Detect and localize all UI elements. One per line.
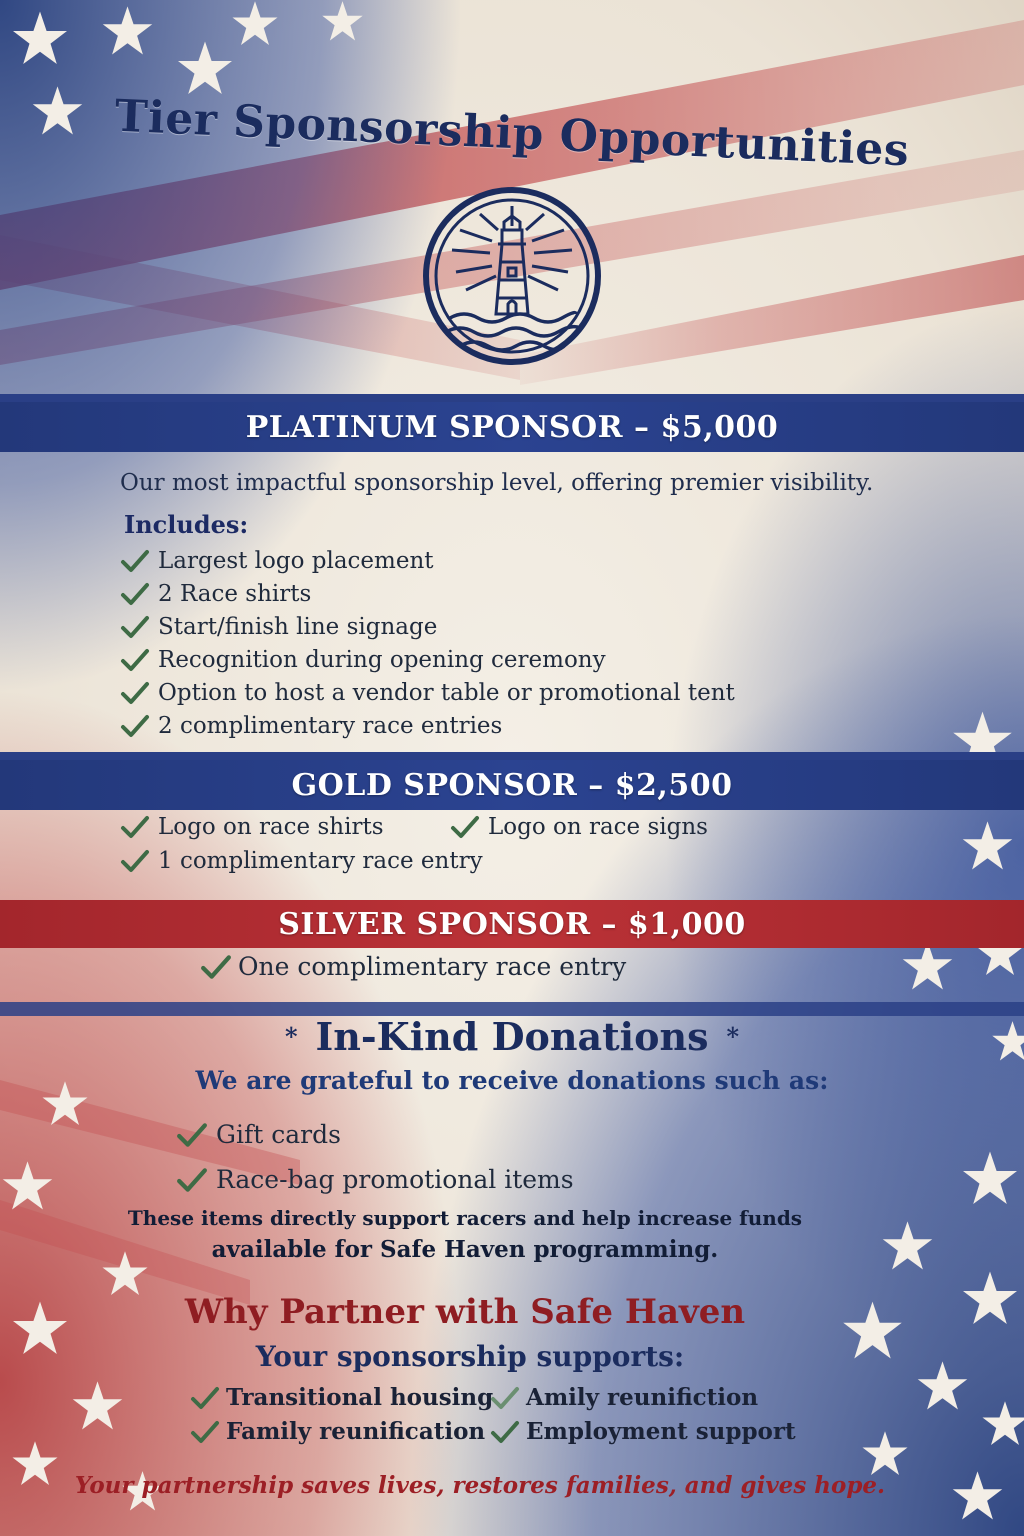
silver-heading: SILVER SPONSOR – $1,000: [278, 906, 746, 942]
benefit-text: Logo on race shirts: [158, 814, 384, 840]
checkmark-icon: [120, 849, 150, 873]
benefit-text: Logo on race signs: [488, 814, 708, 840]
checkmark-icon: [120, 714, 150, 738]
list-item: [120, 814, 384, 840]
checkmark-icon: [120, 615, 150, 639]
list-item: [190, 1384, 493, 1411]
checkmark-icon: [176, 1122, 208, 1148]
checkmark-icon: [190, 1386, 220, 1410]
support-text: Amily reunifiction: [526, 1384, 759, 1411]
list-item: [120, 709, 735, 742]
platinum-heading: PLATINUM SPONSOR – $5,000: [245, 409, 779, 445]
benefit-text: One complimentary race entry: [238, 952, 627, 981]
list-item: [176, 1112, 574, 1157]
platinum-benefits-list: [120, 544, 735, 742]
platinum-description: Our most impactful sponsorship level, offering premier visibility.: [120, 470, 874, 496]
in-kind-subheading: We are grateful to receive donations such as:: [195, 1066, 829, 1095]
checkmark-icon: [490, 1420, 520, 1444]
list-item: [120, 643, 735, 676]
checkmark-icon: [120, 681, 150, 705]
list-item: [176, 1157, 574, 1202]
list-item: [120, 848, 483, 874]
list-item: [200, 952, 626, 981]
list-item: [120, 544, 735, 577]
donation-text: Gift cards: [216, 1120, 341, 1149]
list-item: [490, 1384, 758, 1411]
checkmark-icon: [120, 815, 150, 839]
checkmark-icon: [120, 648, 150, 672]
checkmark-icon: [190, 1420, 220, 1444]
divider: [0, 752, 1024, 760]
checkmark-icon: [450, 815, 480, 839]
silver-heading-band: [0, 900, 1024, 948]
benefit-text: 2 Race shirts: [158, 580, 312, 607]
checkmark-icon: [176, 1167, 208, 1193]
why-partner-subheading: Your sponsorship supports:: [255, 1340, 685, 1373]
donation-text: Race-bag promotional items: [216, 1165, 574, 1194]
note-line-2: available for Safe Haven programming.: [211, 1236, 719, 1263]
benefit-text: Start/finish line signage: [158, 613, 438, 640]
page-title: Tier Sponsorship Opportunities: [113, 90, 911, 177]
benefit-text: Recognition during opening ceremony: [158, 646, 606, 673]
benefit-text: Largest logo placement: [158, 547, 434, 574]
tagline: Your partnership saves lives, restores families, and gives hope.: [74, 1472, 886, 1499]
divider: [0, 394, 1024, 402]
list-item: [120, 676, 735, 709]
list-item: [490, 1418, 796, 1445]
why-partner-heading: Why Partner with Safe Haven: [184, 1292, 746, 1332]
in-kind-heading-text: In-Kind Donations: [315, 1014, 709, 1059]
benefit-text: 2 complimentary race entries: [158, 712, 503, 739]
star-icon: *: [284, 1022, 298, 1051]
in-kind-list: [176, 1112, 574, 1202]
in-kind-heading: [0, 1014, 1024, 1059]
lighthouse-icon: [404, 186, 620, 366]
note-line-1: These items directly support racers and help increase funds: [127, 1206, 803, 1230]
platinum-heading-band: [0, 402, 1024, 452]
includes-label: Includes:: [124, 510, 249, 539]
gold-heading-band: [0, 760, 1024, 810]
list-item: [120, 610, 735, 643]
in-kind-note: [0, 1202, 930, 1266]
checkmark-icon: [120, 549, 150, 573]
list-item: [120, 577, 735, 610]
checkmark-icon: [200, 954, 232, 980]
star-icon: *: [726, 1022, 740, 1051]
list-item: [450, 814, 708, 840]
support-text: Employment support: [526, 1418, 796, 1445]
list-item: [190, 1418, 485, 1445]
support-text: Family reunification: [226, 1418, 486, 1445]
support-text: Transitional housing: [226, 1384, 494, 1411]
checkmark-icon: [120, 582, 150, 606]
gold-heading: GOLD SPONSOR – $2,500: [291, 767, 733, 803]
benefit-text: Option to host a vendor table or promotional tent: [158, 679, 735, 706]
checkmark-icon: [490, 1386, 520, 1410]
benefit-text: 1 complimentary race entry: [158, 848, 483, 874]
